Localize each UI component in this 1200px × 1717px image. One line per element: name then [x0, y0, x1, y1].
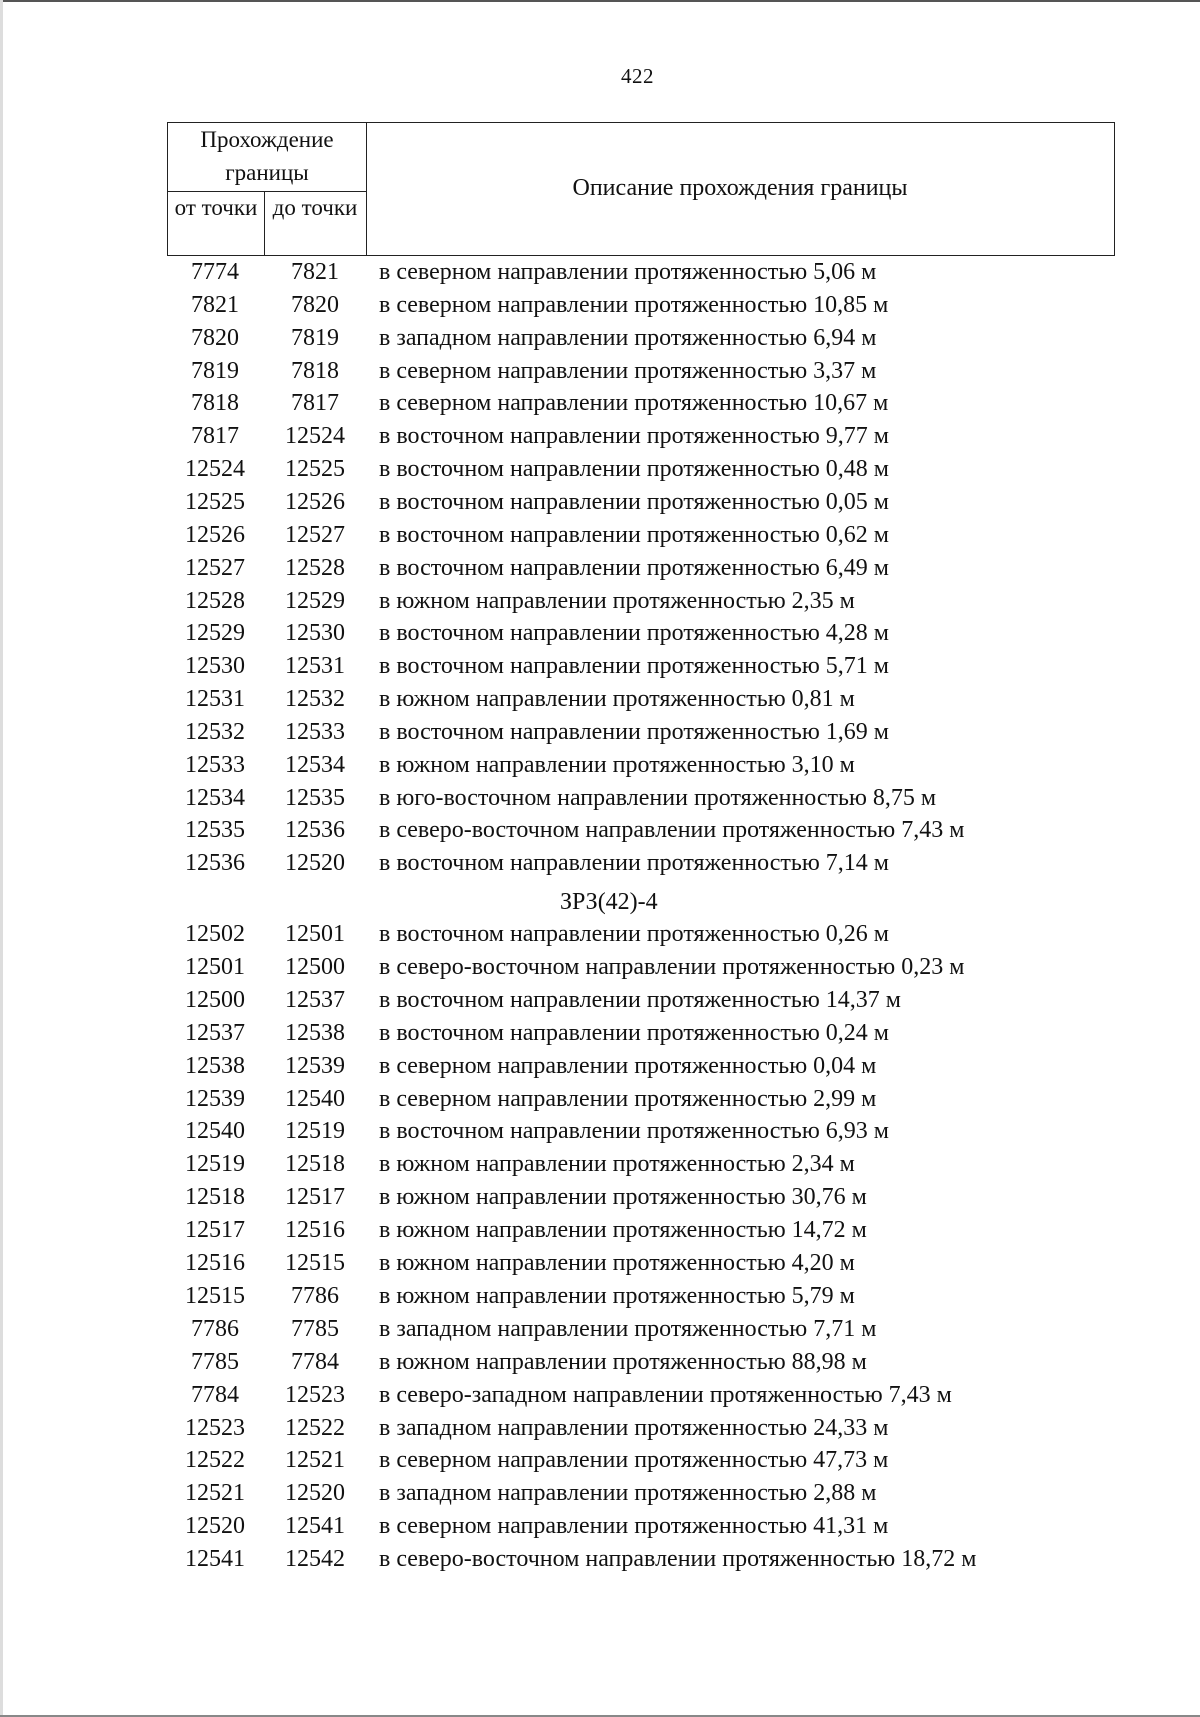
- table-row: [0, 1510, 1200, 1543]
- table-row: [0, 617, 1200, 650]
- from-point-cell: 7818: [191, 390, 239, 417]
- table-row: [0, 1083, 1200, 1116]
- table-header: [167, 122, 1115, 256]
- description-cell: в южном направлении протяженностью 3,10 м: [379, 751, 855, 778]
- to-point-cell: 12540: [285, 1085, 345, 1112]
- to-point-cell: 7817: [291, 390, 339, 417]
- to-point-cell: 7785: [291, 1315, 339, 1342]
- to-point-cell: 12517: [285, 1184, 345, 1211]
- to-point-cell: 12535: [285, 784, 345, 811]
- table-row: [0, 453, 1200, 486]
- from-point-cell: 12539: [185, 1085, 245, 1112]
- to-point-cell: 12520: [285, 1480, 345, 1507]
- table-row: [0, 1181, 1200, 1214]
- to-point-cell: 12501: [285, 921, 345, 947]
- to-point-cell: 7784: [291, 1348, 339, 1375]
- table-row: [0, 1247, 1200, 1280]
- from-point-cell: 12541: [185, 1546, 245, 1573]
- to-point-cell: 12525: [285, 456, 345, 483]
- table-row: [0, 1050, 1200, 1083]
- table-row: [0, 716, 1200, 749]
- table-row: [0, 1477, 1200, 1510]
- from-point-cell: 12517: [185, 1217, 245, 1244]
- to-point-cell: 12519: [285, 1118, 345, 1145]
- from-point-cell: 12533: [185, 751, 245, 778]
- from-point-cell: 12500: [185, 986, 245, 1013]
- from-point-cell: 12525: [185, 488, 245, 515]
- table-row: [0, 1214, 1200, 1247]
- from-point-cell: 12540: [185, 1118, 245, 1145]
- to-point-cell: 12541: [285, 1513, 345, 1540]
- to-point-cell: 7820: [291, 291, 339, 318]
- to-point-cell: 12518: [285, 1151, 345, 1178]
- table-row: [0, 847, 1200, 880]
- description-cell: в южном направлении протяженностью 2,34 м: [379, 1151, 855, 1178]
- table-row: [0, 951, 1200, 984]
- from-point-cell: 12516: [185, 1250, 245, 1276]
- description-cell: в северном направлении протяженностью 5,06 м: [379, 259, 877, 285]
- table-row: [0, 1543, 1200, 1576]
- description-cell: в восточном направлении протяженностью 6,93 м: [379, 1118, 889, 1145]
- to-point-cell: 12527: [285, 521, 345, 548]
- to-point-cell: 12522: [285, 1414, 345, 1441]
- to-point-cell: 12521: [285, 1447, 345, 1474]
- from-point-cell: 7821: [191, 291, 239, 318]
- description-cell: в южном направлении протяженностью 0,81 м: [379, 686, 855, 713]
- header-description: Описание прохождения границы: [572, 175, 908, 201]
- from-point-cell: 12502: [185, 921, 245, 947]
- from-point-cell: 12537: [185, 1019, 245, 1046]
- description-cell: в южном направлении протяженностью 88,98 м: [379, 1348, 867, 1375]
- table-row: [0, 1148, 1200, 1181]
- description-cell: в южном направлении протяженностью 4,20 м: [379, 1250, 855, 1276]
- description-cell: в северо-западном направлении протяженностью 7,43 м: [379, 1381, 952, 1408]
- description-cell: в юго-восточном направлении протяженностью 8,75 м: [379, 784, 937, 811]
- table-row: [0, 1412, 1200, 1445]
- from-point-cell: 12515: [185, 1282, 245, 1309]
- description-cell: в восточном направлении протяженностью 0,48 м: [379, 456, 889, 483]
- to-point-cell: 12526: [285, 488, 345, 515]
- description-cell: в северном направлении протяженностью 41,31 м: [379, 1513, 889, 1540]
- header-boundary-passage: Прохождение границы: [200, 127, 334, 185]
- description-cell: в западном направлении протяженностью 24,33 м: [379, 1414, 889, 1441]
- from-point-cell: 12522: [185, 1447, 245, 1474]
- to-point-cell: 12538: [285, 1019, 345, 1046]
- table-row: [0, 585, 1200, 618]
- header-to-point: до точки: [272, 195, 358, 220]
- from-point-cell: 7774: [191, 259, 239, 285]
- table-row: [0, 552, 1200, 585]
- description-cell: в северном направлении протяженностью 10,67 м: [379, 390, 889, 417]
- description-cell: в западном направлении протяженностью 2,88 м: [379, 1480, 877, 1507]
- table-row: [0, 683, 1200, 716]
- from-point-cell: 12520: [185, 1513, 245, 1540]
- table-row: [0, 420, 1200, 453]
- description-cell: в северо-восточном направлении протяженностью 18,72 м: [379, 1546, 977, 1573]
- table-row: [0, 918, 1200, 951]
- from-point-cell: 12531: [185, 686, 245, 713]
- description-cell: в восточном направлении протяженностью 0,62 м: [379, 521, 889, 548]
- table-row: [0, 322, 1200, 355]
- description-cell: в северо-восточном направлении протяженностью 7,43 м: [379, 817, 965, 844]
- from-point-cell: 12529: [185, 620, 245, 647]
- description-cell: в северном направлении протяженностью 10,85 м: [379, 291, 889, 318]
- table-row: [0, 782, 1200, 815]
- description-cell: в западном направлении протяженностью 6,94 м: [379, 324, 877, 351]
- from-point-cell: 7785: [191, 1348, 239, 1375]
- table-row: [0, 1017, 1200, 1050]
- header-from-point: от точки: [174, 195, 258, 220]
- from-point-cell: 12518: [185, 1184, 245, 1211]
- from-point-cell: 7817: [191, 423, 239, 450]
- table-row: [0, 749, 1200, 782]
- to-point-cell: 12523: [285, 1381, 345, 1408]
- table-row: [0, 387, 1200, 420]
- table-row: [0, 1346, 1200, 1379]
- from-point-cell: 12519: [185, 1151, 245, 1178]
- to-point-cell: 7819: [291, 324, 339, 351]
- table-row: [0, 650, 1200, 683]
- to-point-cell: 7821: [291, 259, 339, 285]
- description-cell: в восточном направлении протяженностью 1,69 м: [379, 718, 889, 745]
- to-point-cell: 12515: [285, 1250, 345, 1276]
- from-point-cell: 12526: [185, 521, 245, 548]
- table-row: [0, 1280, 1200, 1313]
- section-title: ЗРЗ(42)-4: [560, 889, 658, 915]
- from-point-cell: 7820: [191, 324, 239, 351]
- description-cell: в восточном направлении протяженностью 0,26 м: [379, 921, 889, 947]
- from-point-cell: 12538: [185, 1052, 245, 1079]
- to-point-cell: 12542: [285, 1546, 345, 1573]
- table-row: [0, 1313, 1200, 1346]
- to-point-cell: 12537: [285, 986, 345, 1013]
- table-row: [0, 1444, 1200, 1477]
- from-point-cell: 7819: [191, 357, 239, 384]
- to-point-cell: 12524: [285, 423, 345, 450]
- from-point-cell: 12521: [185, 1480, 245, 1507]
- description-cell: в восточном направлении протяженностью 4,28 м: [379, 620, 889, 647]
- to-point-cell: 12530: [285, 620, 345, 647]
- from-point-cell: 12530: [185, 653, 245, 680]
- description-cell: в восточном направлении протяженностью 14,37 м: [379, 986, 901, 1013]
- from-point-cell: 12527: [185, 554, 245, 581]
- description-cell: в северном направлении протяженностью 47,73 м: [379, 1447, 889, 1474]
- description-cell: в восточном направлении протяженностью 9,77 м: [379, 423, 889, 450]
- from-point-cell: 12534: [185, 784, 245, 811]
- description-cell: в южном направлении протяженностью 30,76 м: [379, 1184, 867, 1211]
- from-point-cell: 12528: [185, 587, 245, 614]
- to-point-cell: 12536: [285, 817, 345, 844]
- description-cell: в южном направлении протяженностью 5,79 м: [379, 1282, 855, 1309]
- description-cell: в восточном направлении протяженностью 7,14 м: [379, 850, 889, 877]
- from-point-cell: 7786: [191, 1315, 239, 1342]
- to-point-cell: 12500: [285, 953, 345, 980]
- table-row: [0, 289, 1200, 322]
- description-cell: в южном направлении протяженностью 2,35 м: [379, 587, 855, 614]
- to-point-cell: 12528: [285, 554, 345, 581]
- description-cell: в западном направлении протяженностью 7,71 м: [379, 1315, 877, 1342]
- from-point-cell: 7784: [191, 1381, 239, 1408]
- page-number: 422: [621, 64, 654, 88]
- to-point-cell: 7786: [291, 1282, 339, 1309]
- table-row: [0, 256, 1200, 289]
- description-cell: в северном направлении протяженностью 0,04 м: [379, 1052, 877, 1079]
- to-point-cell: 12534: [285, 751, 345, 778]
- table-row: [0, 1379, 1200, 1412]
- table-row: [0, 984, 1200, 1017]
- description-cell: в южном направлении протяженностью 14,72 м: [379, 1217, 867, 1244]
- description-cell: в северном направлении протяженностью 2,99 м: [379, 1085, 877, 1112]
- description-cell: в восточном направлении протяженностью 6,49 м: [379, 554, 889, 581]
- to-point-cell: 12516: [285, 1217, 345, 1244]
- description-cell: в северо-восточном направлении протяженностью 0,23 м: [379, 953, 965, 980]
- description-cell: в восточном направлении протяженностью 5,71 м: [379, 653, 889, 680]
- from-point-cell: 12523: [185, 1414, 245, 1441]
- to-point-cell: 12531: [285, 653, 345, 680]
- description-cell: в восточном направлении протяженностью 0,05 м: [379, 488, 889, 515]
- table-row: [0, 814, 1200, 847]
- from-point-cell: 12524: [185, 456, 245, 483]
- table-row: [0, 1115, 1200, 1148]
- from-point-cell: 12532: [185, 718, 245, 745]
- to-point-cell: 12533: [285, 718, 345, 745]
- from-point-cell: 12501: [185, 953, 245, 980]
- table-row: [0, 486, 1200, 519]
- to-point-cell: 12532: [285, 686, 345, 713]
- to-point-cell: 12520: [285, 850, 345, 877]
- description-cell: в северном направлении протяженностью 3,37 м: [379, 357, 877, 384]
- table-row: [0, 519, 1200, 552]
- to-point-cell: 7818: [291, 357, 339, 384]
- top-scan-border: [0, 0, 1200, 2]
- to-point-cell: 12529: [285, 587, 345, 614]
- from-point-cell: 12536: [185, 850, 245, 877]
- table-row: [0, 355, 1200, 388]
- from-point-cell: 12535: [185, 817, 245, 844]
- to-point-cell: 12539: [285, 1052, 345, 1079]
- description-cell: в восточном направлении протяженностью 0,24 м: [379, 1019, 889, 1046]
